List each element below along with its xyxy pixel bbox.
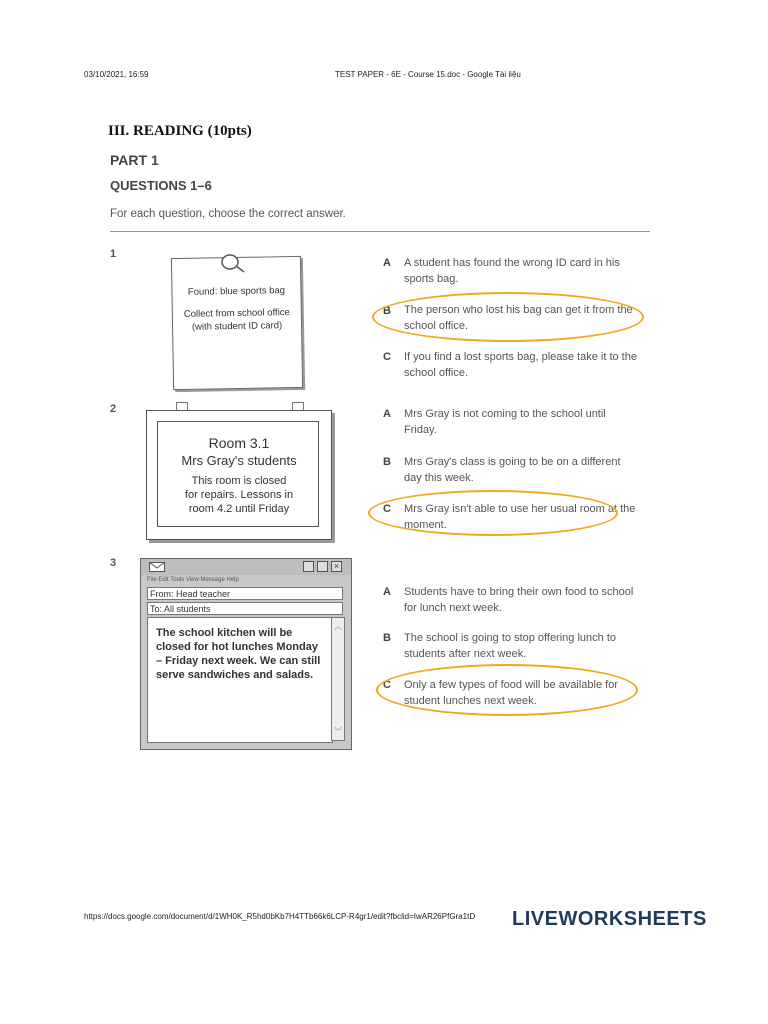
option-letter: C [383, 351, 391, 363]
liveworksheets-logo: LIVEWORKSHEETS [512, 908, 707, 930]
option-1a[interactable]: A student has found the wrong ID card in his sports bag. [404, 257, 620, 285]
notice-room-closed [146, 410, 332, 540]
option-letter: B [383, 305, 391, 317]
notice-line: This room is closed [191, 475, 287, 487]
instruction-text: For each question, choose the correct answer. [110, 208, 346, 220]
email-window [140, 558, 352, 750]
notice-line: Found: blue sports bag [187, 285, 286, 298]
envelope-icon [149, 562, 165, 572]
option-2b[interactable]: Mrs Gray's class is going to be on a different day this week. [404, 456, 621, 484]
notice-lost-bag [171, 256, 303, 390]
option-letter: B [383, 632, 391, 644]
option-letter: B [383, 456, 391, 468]
email-to-field: To: All students [147, 602, 343, 615]
print-datetime: 03/10/2021, 16:59 [84, 70, 149, 79]
notice-class: Mrs Gray's students [181, 453, 297, 468]
answer-circle-3c [376, 664, 638, 716]
close-icon[interactable]: × [331, 561, 342, 572]
section-title: III. READING (10pts) [108, 123, 252, 139]
page-url: https://docs.google.com/document/d/1WH0K_R5hd0bKb7H4TTb66k6LCP-R4gr1/edit?fbclid=IwAR26PfGra1tD [84, 912, 476, 921]
scrollbar[interactable] [331, 617, 345, 741]
document-title: TEST PAPER - 6E - Course 15.doc - Google Tài liệu [335, 70, 521, 79]
notice-line: Collect from school office [183, 307, 290, 320]
answer-circle-2c [368, 490, 618, 536]
email-body [147, 617, 333, 743]
question-number-3: 3 [110, 557, 117, 569]
option-letter: A [383, 408, 391, 420]
option-3a[interactable]: Students have to bring their own food to school for lunch next week. [404, 586, 634, 614]
pushpin-icon [218, 250, 248, 274]
answer-circle-1b [372, 292, 644, 342]
questions-title: QUESTIONS 1–6 [110, 178, 212, 193]
email-from-field: From: Head teacher [147, 587, 343, 600]
notice-room: Room 3.1 [208, 435, 270, 451]
notice-line: room 4.2 until Friday [188, 503, 290, 515]
option-letter: A [383, 586, 391, 598]
scroll-down-icon[interactable]: ﹀ [334, 727, 342, 736]
notice-line: (with student ID card) [191, 320, 283, 333]
question-number-1: 1 [110, 248, 117, 260]
option-1b[interactable]: The person who lost his bag can get it from the school office. [404, 304, 633, 332]
email-body-text: The school kitchen will be closed for hot lunches Monday – Friday next week. We can still serve sandwiches and salads. [156, 627, 321, 681]
option-1c[interactable]: If you find a lost sports bag, please take it to the school office. [404, 351, 637, 379]
question-number-2: 2 [110, 403, 117, 415]
option-letter: A [383, 257, 391, 269]
notice-line: for repairs. Lessons in [184, 489, 294, 501]
option-letter: C [383, 503, 391, 515]
option-3b[interactable]: The school is going to stop offering lunch to students after next week. [404, 632, 616, 660]
minimize-icon[interactable] [303, 561, 314, 572]
email-menu: File Edit Tools View Message Help [147, 577, 239, 583]
part-title: PART 1 [110, 152, 159, 168]
option-letter: C [383, 679, 391, 691]
scroll-up-icon[interactable]: ︿ [334, 622, 342, 631]
option-3c[interactable]: Only a few types of food will be available for student lunches next week. [404, 679, 619, 707]
option-2a[interactable]: Mrs Gray is not coming to the school until Friday. [404, 408, 606, 436]
maximize-icon[interactable] [317, 561, 328, 572]
divider [110, 231, 650, 232]
option-2c[interactable]: Mrs Gray isn't able to use her usual room at the moment. [404, 503, 636, 531]
